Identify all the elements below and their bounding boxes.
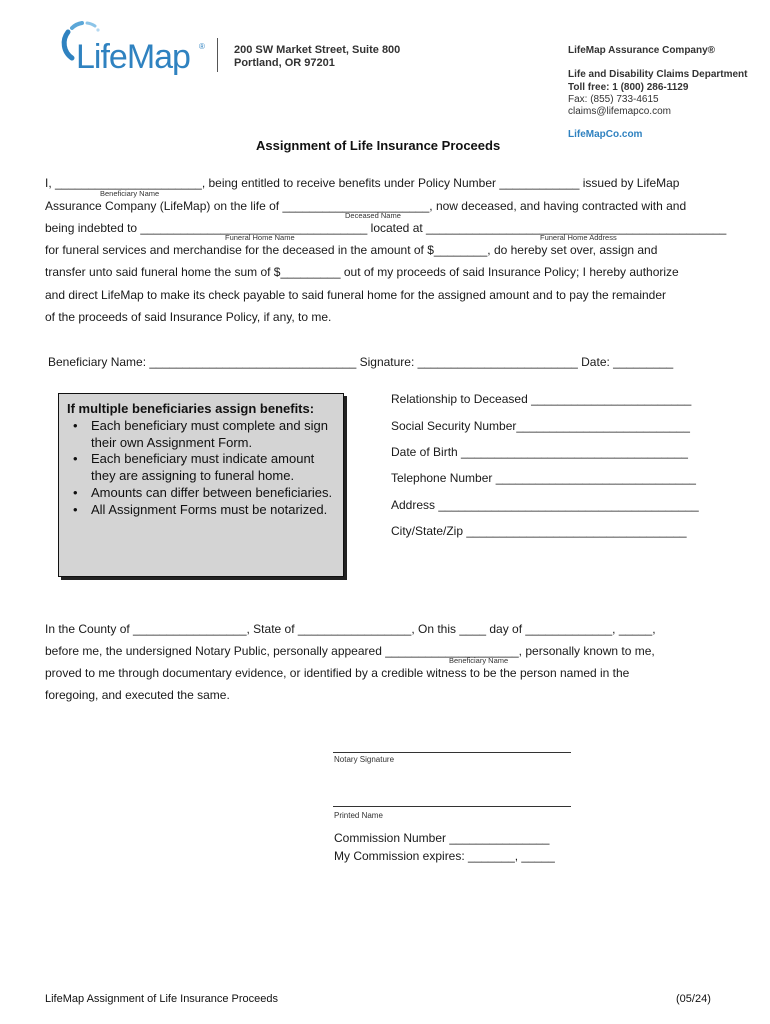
assignment-line-2: Assurance Company (LifeMap) on the life of ______________________, now deceased, and having contracted with and <box>45 199 687 213</box>
ssn-field[interactable]: Social Security Number__________________________ <box>391 419 690 433</box>
footer-title: LifeMap Assignment of Life Insurance Proceeds <box>45 993 278 1005</box>
address-line-1: 200 SW Market Street, Suite 800 <box>234 44 401 56</box>
fax-number: Fax: (855) 733-4615 <box>568 94 659 105</box>
caption-funeral-home-name: Funeral Home Name <box>225 233 295 242</box>
city-state-zip-field[interactable]: City/State/Zip _________________________________ <box>391 524 687 538</box>
logo-text: LifeMap <box>76 38 190 76</box>
assignment-line-1: I, ______________________, being entitled to receive benefits under Policy Number ____________ issued by LifeMap <box>45 176 680 190</box>
claims-email: claims@lifemapco.com <box>568 106 671 117</box>
commission-number-field[interactable]: Commission Number _______________ <box>334 831 550 845</box>
relationship-field[interactable]: Relationship to Deceased ________________________ <box>391 392 692 406</box>
notary-line-3: proved to me through documentary evidence, or identified by a credible witness to be the person named in the <box>45 666 630 680</box>
footer-revision-date: (05/24) <box>676 993 711 1005</box>
claims-department: Life and Disability Claims Department <box>568 69 748 80</box>
website-link[interactable]: LifeMapCo.com <box>568 129 643 140</box>
list-item: • Each beneficiary must indicate amount they are assigning to funeral home. <box>91 451 335 485</box>
company-name: LifeMap Assurance Company® <box>568 45 716 56</box>
multiple-beneficiaries-notice <box>58 393 344 577</box>
address-line-2: Portland, OR 97201 <box>234 57 335 69</box>
page-title: Assignment of Life Insurance Proceeds <box>256 138 501 153</box>
notary-line-1[interactable]: In the County of _________________, State of _________________, On this ____ day of _____________, _____, <box>45 622 656 636</box>
notary-line-2[interactable]: before me, the undersigned Notary Public, personally appeared ____________________, personally known to me, <box>45 644 655 658</box>
caption-deceased-name: Deceased Name <box>345 211 401 220</box>
notice-list <box>67 418 335 519</box>
caption-beneficiary-name: Beneficiary Name <box>100 189 160 198</box>
notary-signature-caption: Notary Signature <box>334 755 395 764</box>
list-item: • Amounts can differ between beneficiaries. <box>91 485 335 502</box>
assignment-line-4: for funeral services and merchandise for the deceased in the amount of $________, do hereby set over, assign and <box>45 243 658 257</box>
assignment-line-6: and direct LifeMap to make its check payable to said funeral home for the assigned amount and to pay the remainder <box>45 288 667 302</box>
assignment-line-5: transfer unto said funeral home the sum of $_________ out of my proceeds of said Insurance Policy; I hereby authorize <box>45 265 679 279</box>
toll-free-number: Toll free: 1 (800) 286-1129 <box>568 82 689 93</box>
telephone-field[interactable]: Telephone Number ______________________________ <box>391 471 696 485</box>
assignment-line-7: of the proceeds of said Insurance Policy, if any, to me. <box>45 310 332 324</box>
logo-registered-mark: ® <box>199 42 205 51</box>
list-item: • Each beneficiary must complete and sign their own Assignment Form. <box>91 418 335 452</box>
printed-name-caption: Printed Name <box>334 811 383 820</box>
notary-line-4: foregoing, and executed the same. <box>45 688 230 702</box>
caption-funeral-home-address: Funeral Home Address <box>540 233 617 242</box>
caption-notary-beneficiary-name: Beneficiary Name <box>449 656 509 665</box>
commission-expires-field[interactable]: My Commission expires: _______, _____ <box>334 849 555 863</box>
printed-name-line[interactable] <box>333 806 571 807</box>
beneficiary-signature-row[interactable]: Beneficiary Name: _______________________________ Signature: ________________________ Date: _________ <box>48 355 674 369</box>
header-divider <box>217 38 218 72</box>
assignment-line-3: being indebted to __________________________________ located at _____________________________________________ <box>45 221 727 235</box>
notary-signature-line[interactable] <box>333 752 571 753</box>
address-field[interactable]: Address _______________________________________ <box>391 498 699 512</box>
dob-field[interactable]: Date of Birth __________________________________ <box>391 445 688 459</box>
notice-heading: If multiple beneficiaries assign benefits: <box>67 401 315 416</box>
list-item: • All Assignment Forms must be notarized. <box>91 502 335 519</box>
